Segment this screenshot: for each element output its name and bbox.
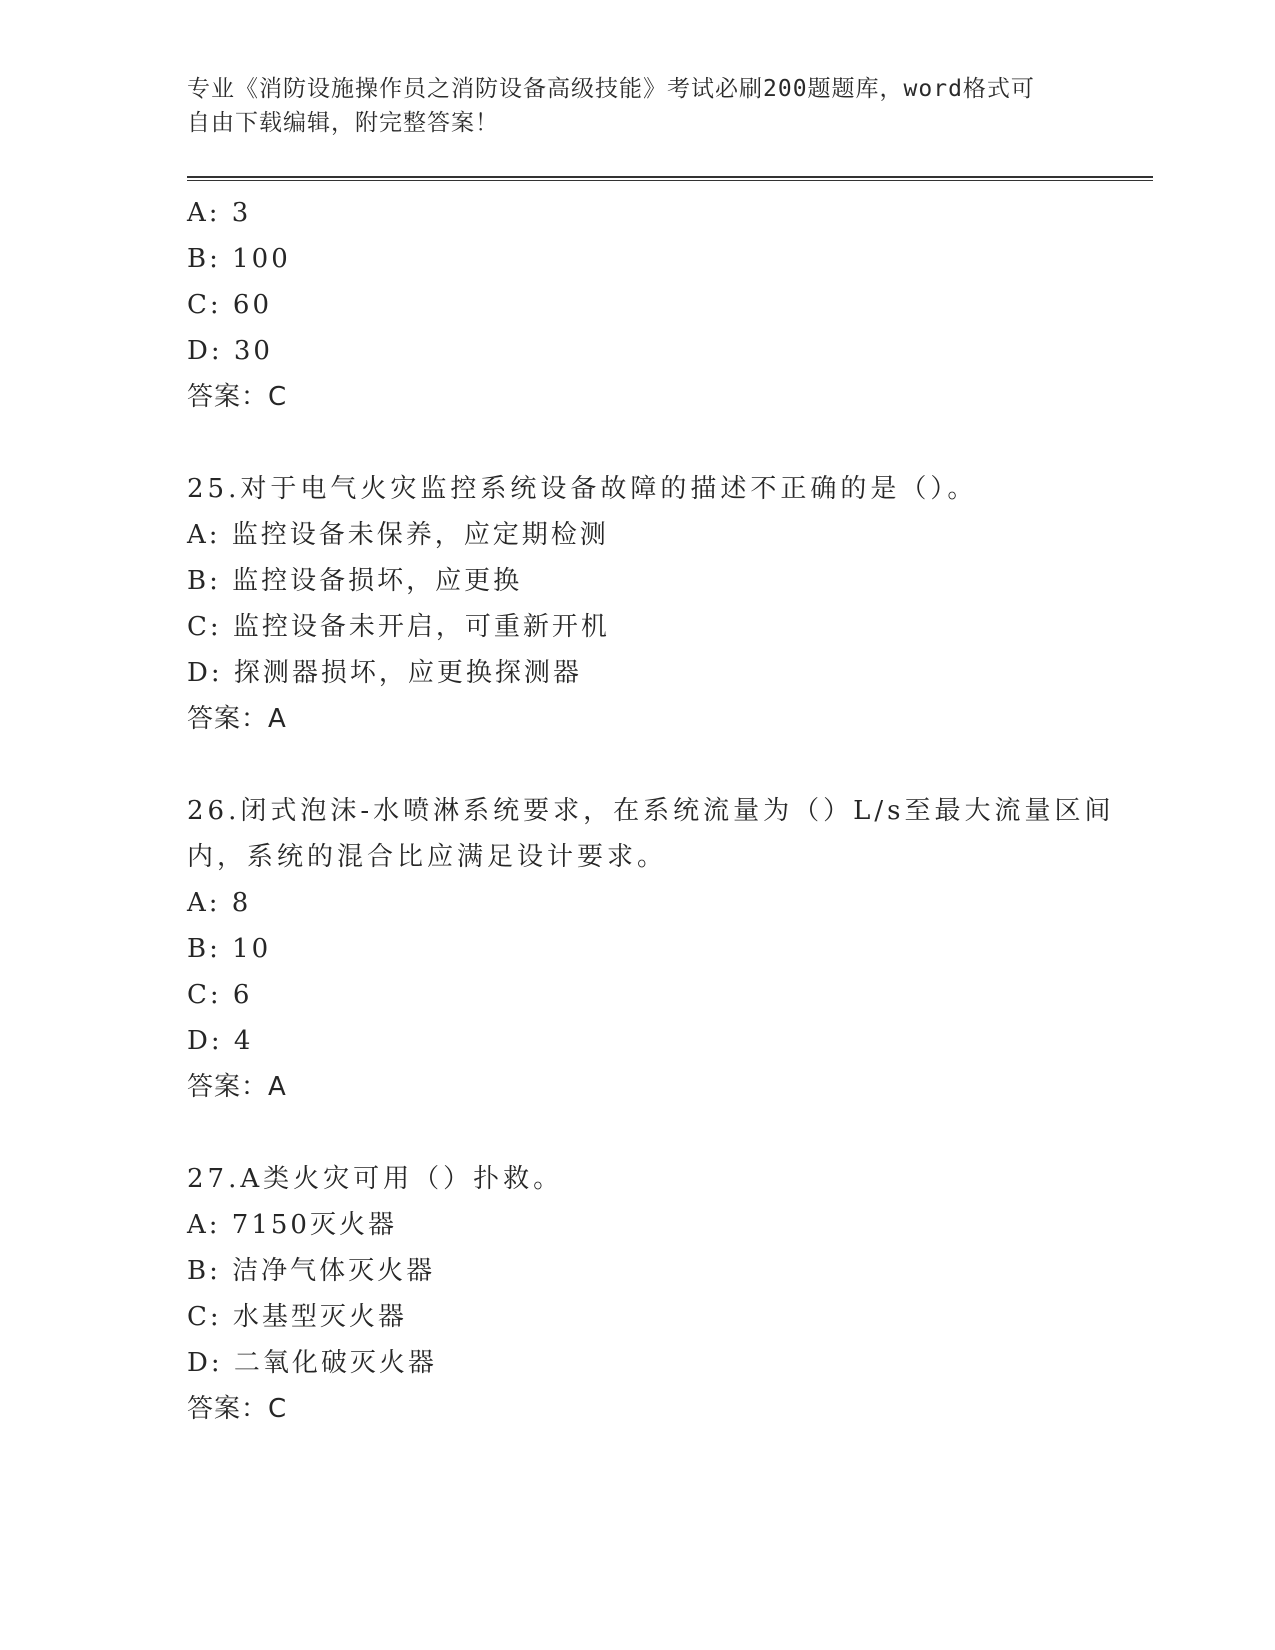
- spacer: [187, 420, 1147, 466]
- option-a: A: 3: [187, 198, 252, 228]
- question-27-block: [187, 1156, 1147, 1432]
- option-a: A: 7150灭火器: [187, 1210, 397, 1240]
- option-d: D: 4: [187, 1026, 254, 1056]
- option-b: B: 100: [187, 244, 291, 274]
- option-a: A: 8: [187, 888, 252, 918]
- option-c: C: 60: [187, 290, 273, 320]
- question-25-block: [187, 466, 1147, 742]
- answer-line: 答案：A: [187, 704, 287, 734]
- question-text: 27.A类火灾可用（）扑救。: [187, 1164, 564, 1194]
- option-a: A: 监控设备未保养，应定期检测: [187, 520, 609, 550]
- option-b: B: 洁净气体灭火器: [187, 1256, 436, 1286]
- answer-line: 答案：A: [187, 1072, 287, 1102]
- option-d: D: 二氧化破灭火器: [187, 1348, 437, 1378]
- option-b: B: 10: [187, 934, 272, 964]
- spacer: [187, 742, 1147, 788]
- option-d: D: 30: [187, 336, 273, 366]
- question-text: 25.对于电气火灾监控系统设备故障的描述不正确的是（）。: [187, 474, 978, 504]
- document-header: [187, 72, 1087, 140]
- option-c: C: 6: [187, 980, 253, 1010]
- header-line-1: 专业《消防设施操作员之消防设备高级技能》考试必刷200题题库，word格式可: [187, 76, 1035, 102]
- header-divider: [187, 176, 1153, 181]
- document-body: [187, 190, 1147, 1432]
- option-c: C: 监控设备未开启，可重新开机: [187, 612, 610, 642]
- answer-line: 答案：C: [187, 1394, 288, 1424]
- answer-line: 答案：C: [187, 382, 288, 412]
- question-text: [187, 788, 1147, 880]
- option-d: D: 探测器损坏，应更换探测器: [187, 658, 582, 688]
- question-line-1: 26.闭式泡沫-水喷淋系统要求，在系统流量为（）L/s至最大流量区间: [187, 796, 1115, 826]
- option-b: B: 监控设备损坏，应更换: [187, 566, 523, 596]
- question-24-block: [187, 190, 1147, 420]
- spacer: [187, 1110, 1147, 1156]
- question-26-block: [187, 788, 1147, 1110]
- option-c: C: 水基型灭火器: [187, 1302, 407, 1332]
- question-line-2: 内，系统的混合比应满足设计要求。: [187, 842, 668, 872]
- header-line-2: 自由下载编辑，附完整答案！: [187, 110, 499, 136]
